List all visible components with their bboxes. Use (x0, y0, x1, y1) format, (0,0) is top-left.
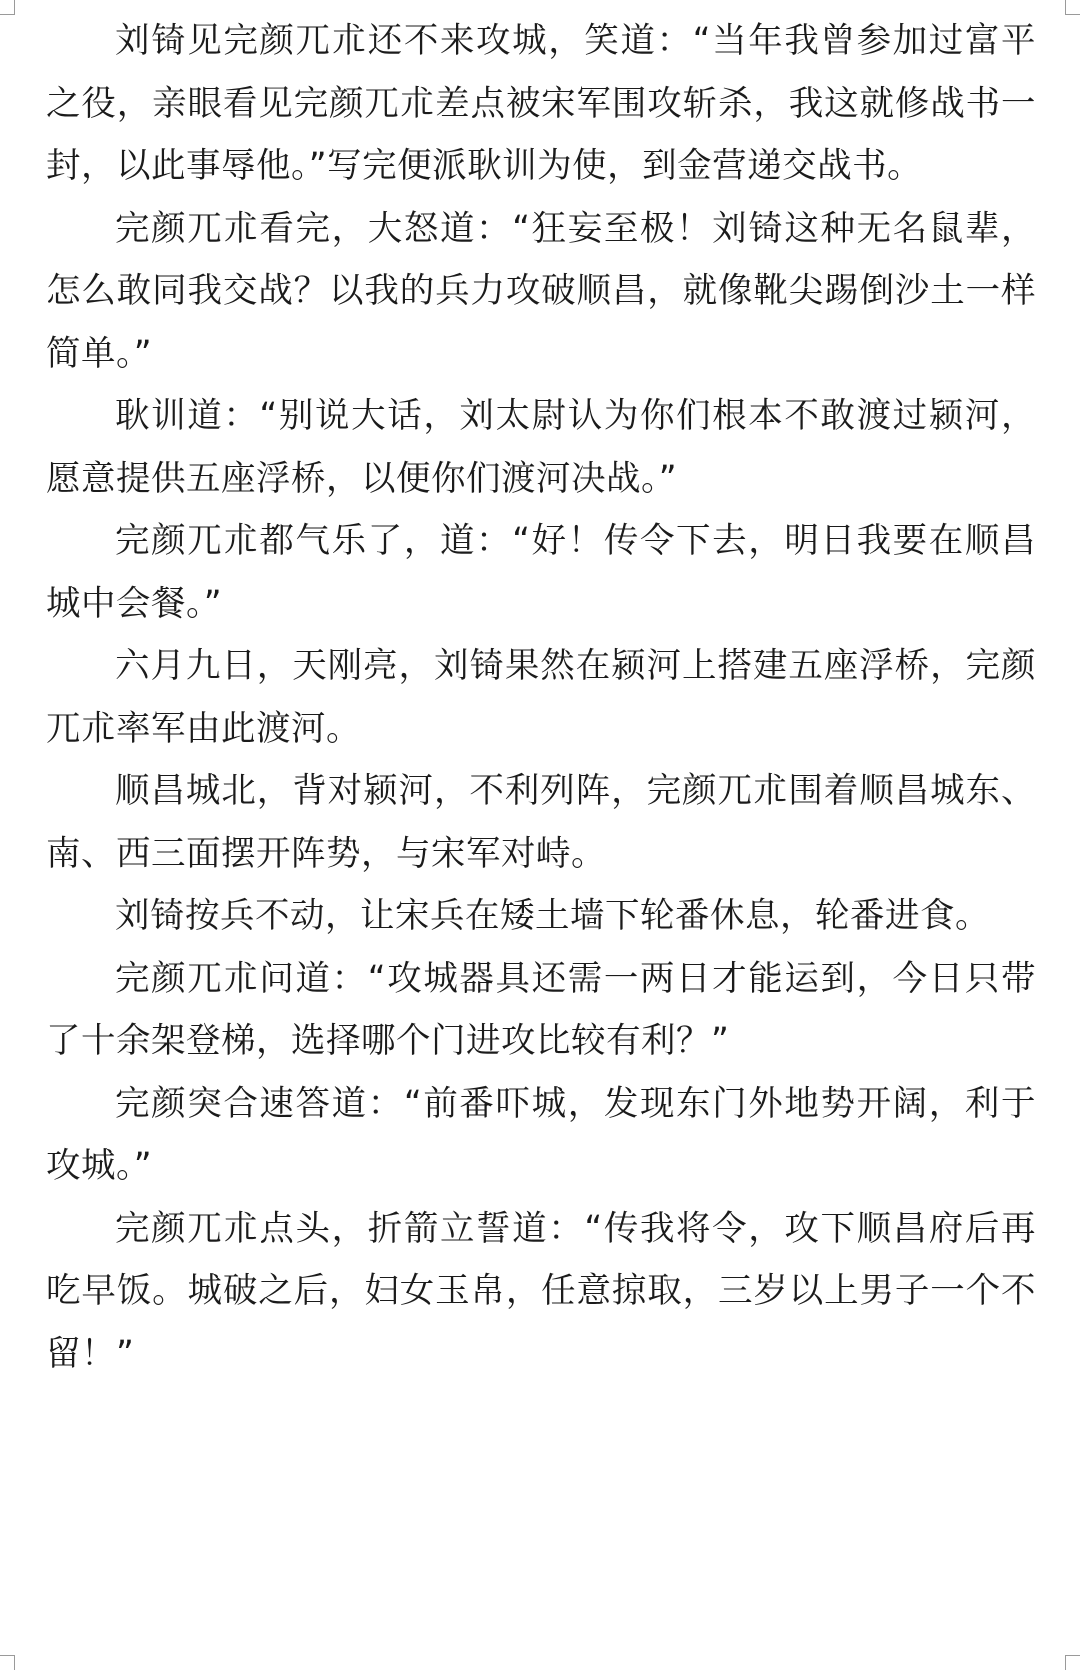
crop-mark-bottom-left (0, 1655, 15, 1670)
paragraph: 六月九日，天刚亮，刘锜果然在颍河上搭建五座浮桥，完颜兀朮率军由此渡河。 (46, 646, 1036, 749)
paragraph: 耿训道：“别说大话，刘太尉认为你们根本不敢渡过颍河，愿意提供五座浮桥，以便你们渡河决战。” (46, 396, 1036, 499)
paragraph: 完颜兀朮看完，大怒道：“狂妄至极！刘锜这种无名鼠辈，怎么敢同我交战？以我的兵力攻破顺昌，就像靴尖踢倒沙土一样简单。” (46, 208, 1036, 374)
paragraph: 完颜突合速答道：“前番吓城，发现东门外地势开阔，利于攻城。” (46, 1083, 1036, 1186)
crop-mark-top-left (0, 0, 15, 15)
crop-mark-top-right (1065, 0, 1080, 15)
paragraph: 刘锜按兵不动，让宋兵在矮土墙下轮番休息，轮番进食。 (115, 896, 990, 936)
paragraph: 完颜兀朮问道：“攻城器具还需一两日才能运到，今日只带了十余架登梯，选择哪个门进攻比较有利？” (46, 958, 1036, 1061)
crop-mark-bottom-right (1065, 1655, 1080, 1670)
document-body (46, 10, 1036, 1385)
paragraph: 刘锜见完颜兀朮还不来攻城，笑道：“当年我曾参加过富平之役，亲眼看见完颜兀朮差点被宋军围攻斩杀，我这就修战书一封，以此事辱他。”写完便派耿训为使，到金营递交战书。 (46, 21, 1036, 186)
paragraph: 完颜兀朮点头，折箭立誓道：“传我将令，攻下顺昌府后再吃早饭。城破之后，妇女玉帛，任意掠取，三岁以上男子一个不留！” (46, 1208, 1036, 1374)
paragraph: 完颜兀朮都气乐了，道：“好！传令下去，明日我要在顺昌城中会餐。” (46, 521, 1036, 624)
paragraph: 顺昌城北，背对颍河，不利列阵，完颜兀朮围着顺昌城东、南、西三面摆开阵势，与宋军对峙。 (46, 771, 1036, 874)
